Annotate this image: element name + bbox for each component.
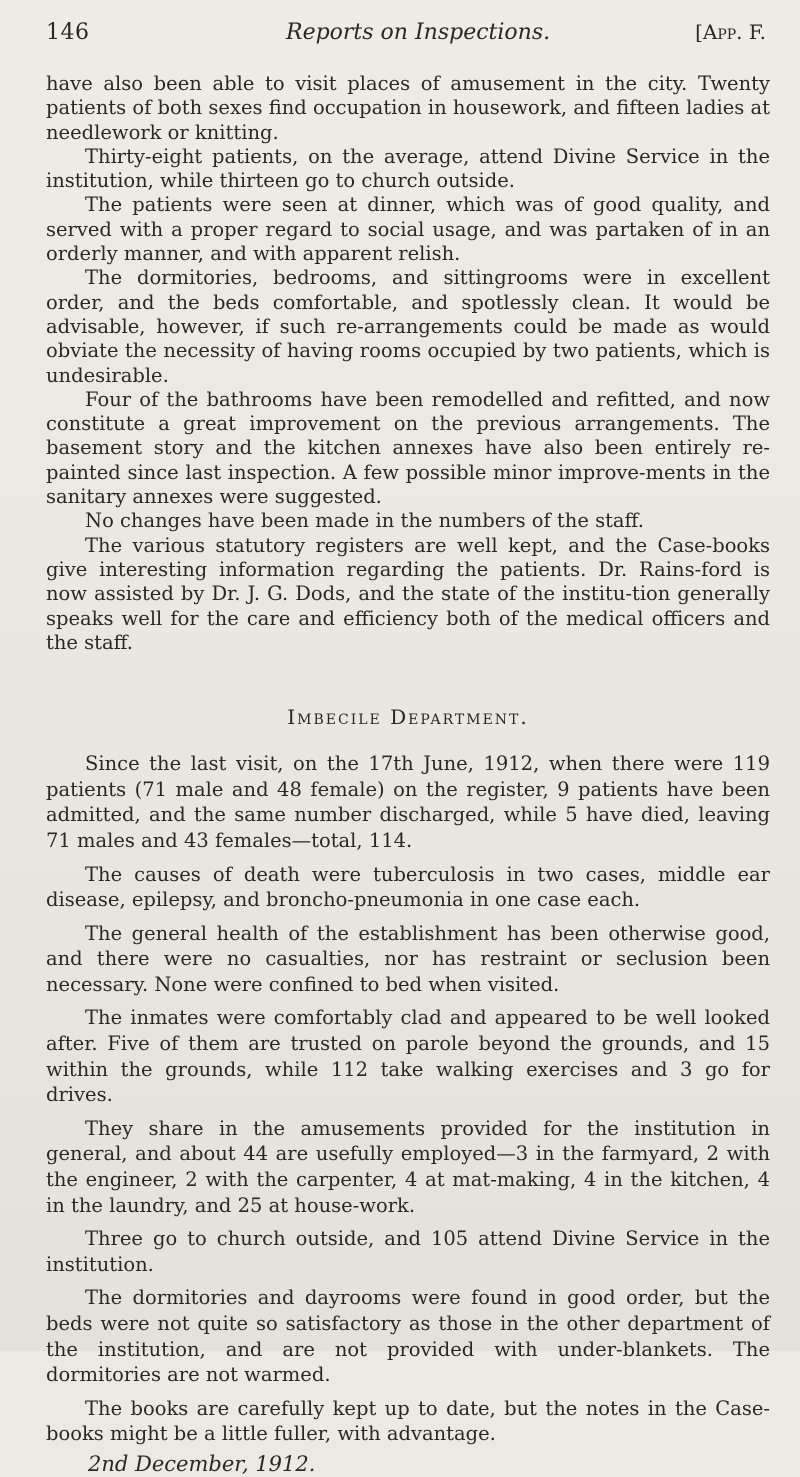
paragraph: The books are carefully kept up to date, but the notes in the Case-books might be a little fuller, with advantage. [46,1396,770,1446]
section-heading: Imbecile Department. [287,705,529,730]
paragraph: The inmates were comfortably clad and appeared to be well looked after. Five of them are trusted on parole beyond the grounds, and 15 within the grounds, while 112 take walking exercises and 3 go for drives. [46,1006,770,1107]
paragraph: Thirty-eight patients, on the average, attend Divine Service in the institution, while thirteen go to church outside. [46,144,770,193]
paragraph: Since the last visit, on the 17th June, 1912, when there were 119 patients (71 male and 48 female) on the register, 9 patients have been admitted, and the same number discharged, while 5 have died, leaving 71 males and 43 females—total, 114. [46,752,770,852]
paragraph: The causes of death were tuberculosis in two cases, middle ear disease, epilepsy, and broncho-pneumonia in one case each. [46,862,770,912]
page-number: 146 [46,20,90,45]
appendix-reference: [App. F. [695,20,766,44]
report-date: 2nd December, 1912. [88,1451,316,1476]
report-continuation [46,72,770,655]
paragraph: The various statutory registers are well kept, and the Case-books give interesting information regarding the patients. Dr. Rains-ford is now assisted by Dr. J. G. Dods, and the state of the institu-tion generally speaks well for the care and efficiency both of the medical officers and the staff. [46,533,770,654]
paragraph: The general health of the establishment has been otherwise good, and there were no casualties, nor has restraint or seclusion been necessary. None were confined to bed when visited. [46,921,770,996]
paragraph: have also been able to visit places of amusement in the city. Twenty patients of both sexes find occupation in housework, and fifteen ladies at needlework or knitting. [46,72,770,144]
paragraph: Three go to church outside, and 105 attend Divine Service in the institution. [46,1227,770,1276]
paragraph: The dormitories, bedrooms, and sittingrooms were in excellent order, and the beds comfortable, and spotlessly clean. It would be advisable, however, if such re-arrangements could be made as would obviate the necessity of having rooms occupied by two patients, which is undesirable. [46,266,770,387]
paragraph: The dormitories and dayrooms were found in good order, but the beds were not quite so satisfactory as those in the other department of the institution, and are not provided with under-blankets. The dormitories are not warmed. [46,1286,770,1387]
running-title: Reports on Inspections. [286,20,551,45]
paragraph: Four of the bathrooms have been remodelled and refitted, and now constitute a great improvement on the previous arrangements. The basement story and the kitchen annexes have also been entirely re-painted since last inspection. A few possible minor improve-ments in the sanitary annexes were suggested. [46,387,770,509]
imbecile-department-section [46,751,770,1447]
paragraph: The patients were seen at dinner, which was of good quality, and served with a proper regard to social usage, and was partaken of in an orderly manner, and with apparent relish. [46,193,770,266]
running-head [46,20,770,60]
paragraph: No changes have been made in the numbers of the staff. [85,509,644,533]
paragraph: They share in the amusements provided for the institution in general, and about 44 are usefully employed—3 in the farmyard, 2 with the engineer, 2 with the carpenter, 4 at mat-making, 4 in the kitchen, 4 in the laundry, and 25 at house-work. [46,1116,770,1217]
